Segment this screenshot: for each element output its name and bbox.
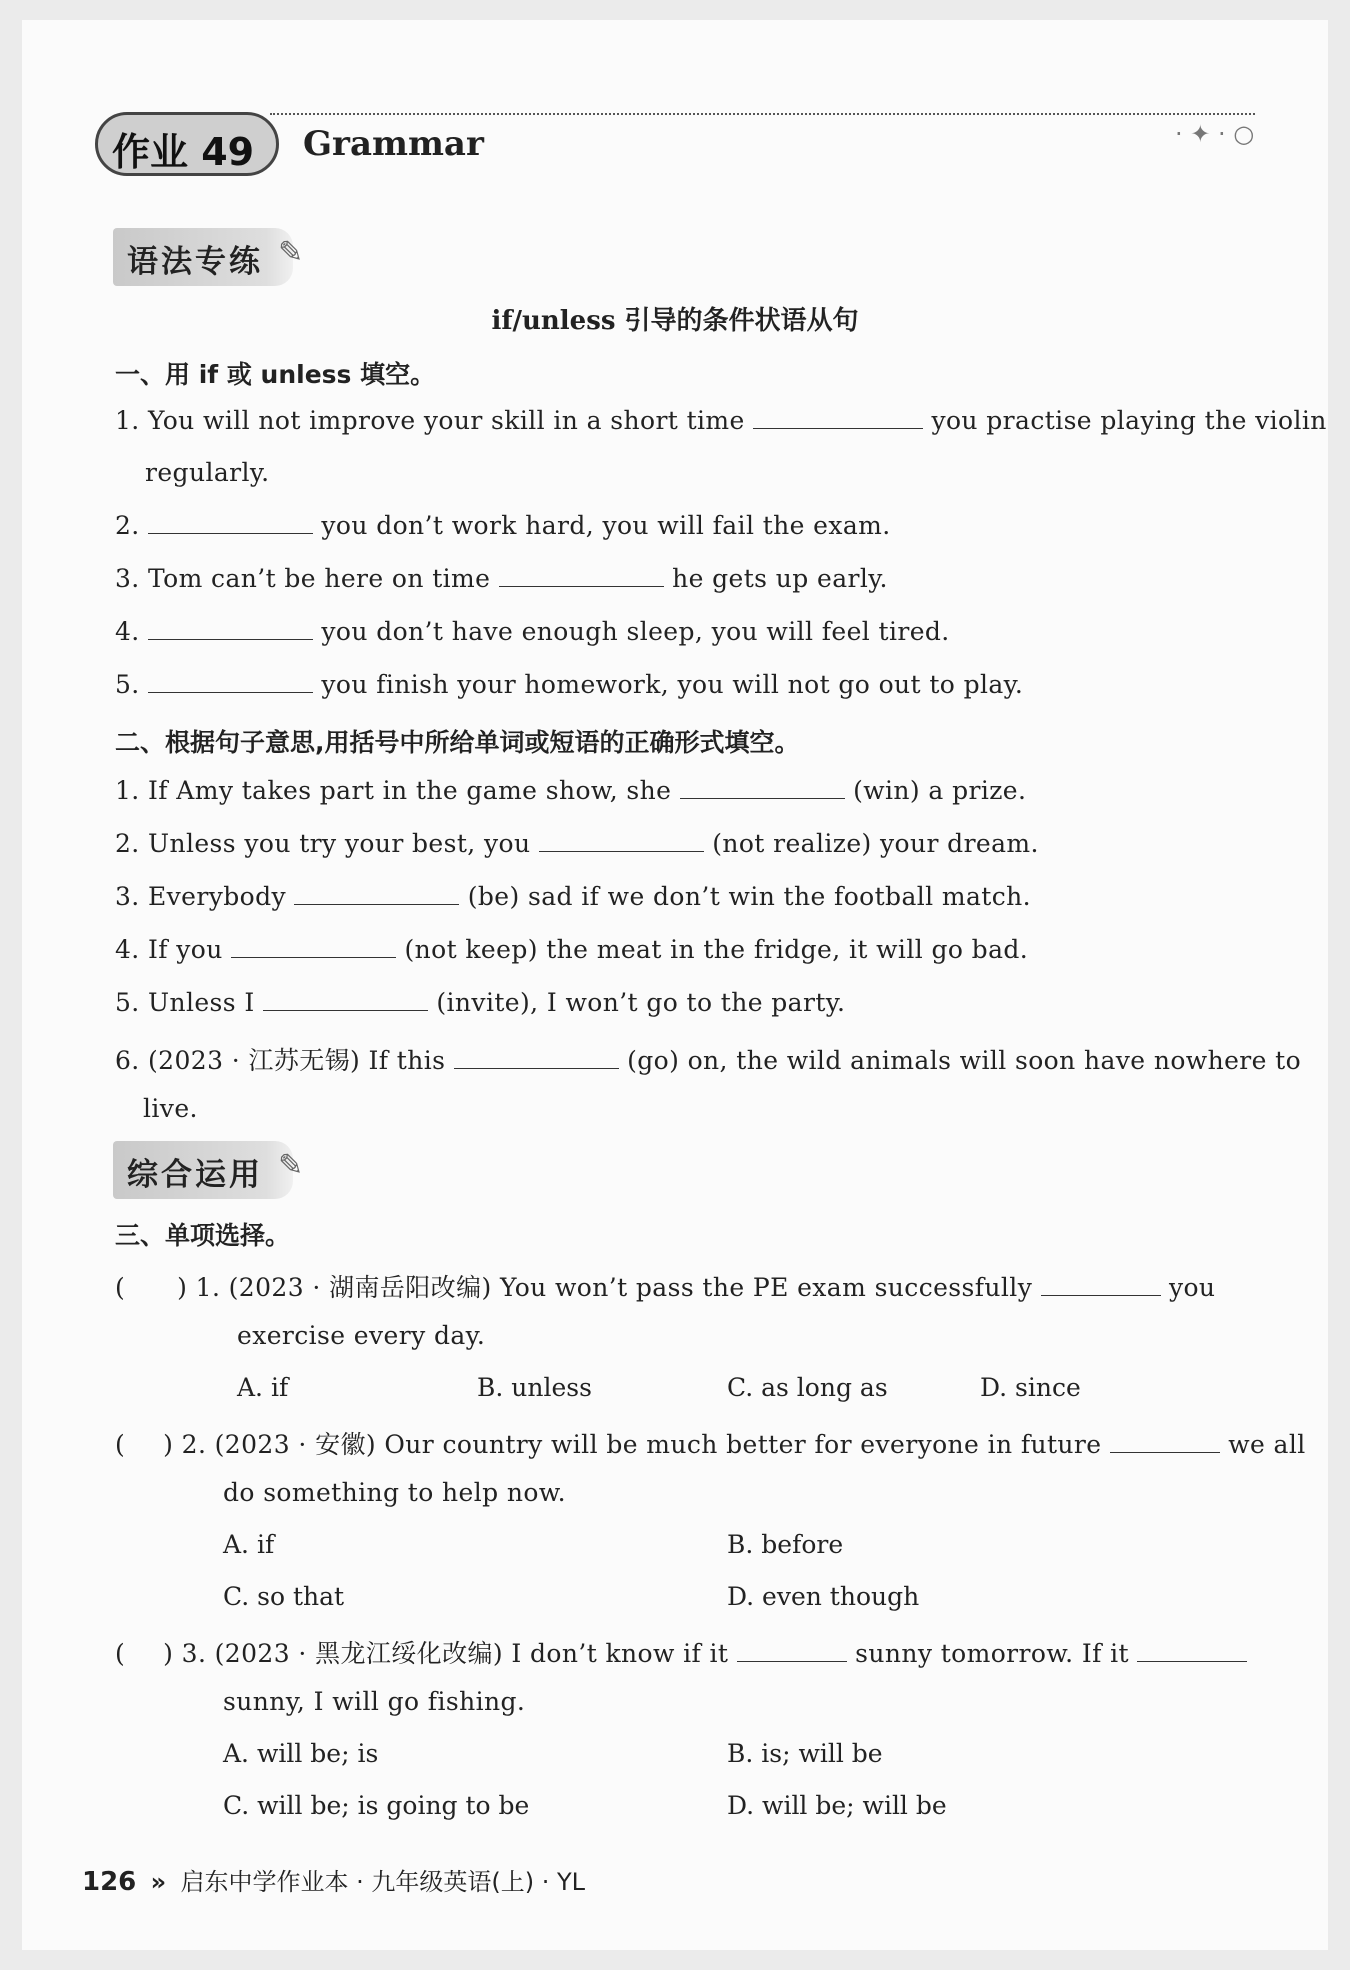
mc2-option-a[interactable]: A. if — [223, 1530, 275, 1559]
p2-q2: 2. Unless you try your best, you (not realize) your dream. — [115, 829, 1039, 858]
answer-blank[interactable] — [148, 511, 313, 534]
answer-blank[interactable] — [737, 1639, 847, 1662]
answer-blank[interactable] — [539, 829, 704, 852]
p1-q5: 5. you finish your homework, you will not go out to play. — [115, 670, 1024, 699]
mc2-stem-line2: do something to help now. — [223, 1478, 566, 1507]
lesson-badge — [95, 112, 279, 176]
mc3-option-c[interactable]: C. will be; is going to be — [223, 1791, 530, 1820]
lesson-label: 作业 49 — [112, 130, 255, 174]
answer-blank[interactable] — [148, 617, 313, 640]
part1-heading: 一、用 if 或 unless 填空。 — [115, 360, 436, 389]
answer-blank[interactable] — [454, 1046, 619, 1069]
part3-heading: 三、单项选择。 — [115, 1221, 291, 1250]
pencil-icon: ✎ — [278, 235, 304, 270]
mc1-option-b[interactable]: B. unless — [477, 1373, 592, 1402]
page-footer — [82, 1862, 585, 1897]
p2-q1: 1. If Amy takes part in the game show, she (win) a prize. — [115, 776, 1027, 805]
section-tab-comprehensive — [113, 1141, 293, 1199]
mc3-option-a[interactable]: A. will be; is — [223, 1739, 379, 1768]
answer-blank[interactable] — [753, 406, 923, 429]
p1-q4: 4. you don’t have enough sleep, you will feel tired. — [115, 617, 950, 646]
mc3-stem-line2: sunny, I will go fishing. — [223, 1687, 526, 1716]
mc1-option-d[interactable]: D. since — [980, 1373, 1081, 1402]
answer-blank[interactable] — [680, 776, 845, 799]
answer-blank[interactable] — [231, 935, 396, 958]
topic-title: if/unless 引导的条件状语从句 — [491, 306, 859, 336]
answer-blank[interactable] — [294, 882, 459, 905]
section-tab-grammar-practice — [113, 228, 293, 286]
p1-q1-line2: regularly. — [145, 458, 270, 487]
header-dotted-line — [270, 113, 1255, 115]
sparkle-icon: · ✦ · ○ — [1175, 120, 1255, 148]
mc2-option-c[interactable]: C. so that — [223, 1582, 345, 1611]
p1-q2: 2. you don’t work hard, you will fail the exam. — [115, 511, 891, 540]
mc2-stem-line1: ( ) 2. (2023 · 安徽) Our country will be much better for everyone in future we all — [115, 1430, 1306, 1459]
p2-q5: 5. Unless I (invite), I won’t go to the party. — [115, 988, 846, 1017]
mc1-option-a[interactable]: A. if — [237, 1373, 289, 1402]
section-tab-label: 综合运用 — [127, 1157, 263, 1193]
answer-blank[interactable] — [1041, 1273, 1161, 1296]
mc3-stem-line1: ( ) 3. (2023 · 黑龙江绥化改编) I don’t know if it sunny tomorrow. If it — [115, 1634, 1247, 1670]
p2-q6-line2: live. — [143, 1094, 198, 1123]
page-number: 126 — [82, 1867, 137, 1897]
p2-q3: 3. Everybody (be) sad if we don’t win the football match. — [115, 882, 1032, 911]
answer-blank[interactable] — [263, 988, 428, 1011]
mc1-stem-line2: exercise every day. — [237, 1321, 486, 1350]
answer-blank[interactable] — [1110, 1430, 1220, 1453]
p1-q1-line1: 1. You will not improve your skill in a short time you practise playing the violin — [115, 406, 1327, 435]
double-chevron-icon: » — [150, 1868, 167, 1896]
section-tab-label: 语法专练 — [127, 244, 263, 280]
pencil-icon: ✎ — [278, 1148, 304, 1183]
answer-blank[interactable] — [499, 564, 664, 587]
mc2-option-b[interactable]: B. before — [727, 1530, 844, 1559]
lesson-title: Grammar — [303, 124, 484, 164]
p2-q4: 4. If you (not keep) the meat in the fridge, it will go bad. — [115, 935, 1029, 964]
mc1-option-c[interactable]: C. as long as — [727, 1373, 888, 1402]
answer-blank[interactable] — [148, 670, 313, 693]
mc1-stem-line1: ( ) 1. (2023 · 湖南岳阳改编) You won’t pass the PE exam successfully you — [115, 1273, 1216, 1302]
p1-q3: 3. Tom can’t be here on time he gets up early. — [115, 564, 888, 593]
answer-blank[interactable] — [1137, 1639, 1247, 1662]
mc3-option-d[interactable]: D. will be; will be — [727, 1791, 947, 1820]
p2-q6-line1: 6. (2023 · 江苏无锡) If this (go) on, the wild animals will soon have nowhere to — [115, 1046, 1302, 1075]
part2-heading: 二、根据句子意思,用括号中所给单词或短语的正确形式填空。 — [115, 728, 800, 757]
book-title: 启东中学作业本 · 九年级英语(上) · YL — [180, 1868, 586, 1896]
mc2-option-d[interactable]: D. even though — [727, 1582, 920, 1611]
mc3-option-b[interactable]: B. is; will be — [727, 1739, 883, 1768]
